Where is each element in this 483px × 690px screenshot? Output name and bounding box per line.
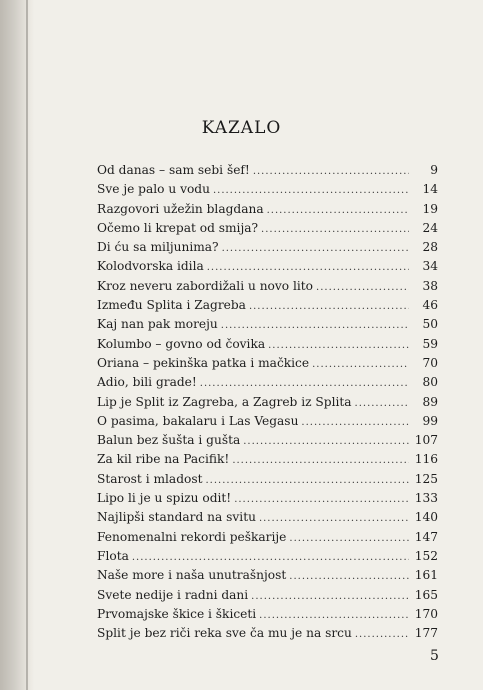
toc-entry-title: Razgovori užežin blagdana [97, 201, 264, 216]
toc-entry-page: 70 [422, 355, 438, 370]
toc-dot-leader [259, 610, 409, 621]
toc-entry-page: 133 [414, 491, 438, 506]
toc-entry-page: 116 [414, 452, 438, 467]
toc-dot-leader [213, 185, 409, 196]
toc-entry-title: O pasima, bakalaru i Las Vegasu [97, 413, 299, 428]
toc-dot-leader [206, 475, 410, 486]
toc-entry-page: 89 [422, 394, 438, 409]
toc-entry-title: Starost i mladost [97, 471, 203, 486]
toc-entry-title: Lip je Split iz Zagreba, a Zagreb iz Splita [97, 394, 352, 409]
toc-entry-title: Flota [97, 548, 129, 563]
toc-entry-title: Između Splita i Zagreba [97, 298, 246, 313]
toc-dot-leader [251, 591, 409, 602]
toc-entry-title: Split je bez riči reka sve ča mu je na srcu [97, 626, 352, 641]
toc-entry [97, 626, 438, 645]
toc-entry [97, 607, 438, 626]
toc-entry-page: 46 [422, 298, 438, 313]
toc-entry-page: 177 [414, 626, 438, 641]
toc-entry-title: Lipo li je u spizu odit! [97, 491, 232, 506]
toc-entry [97, 472, 438, 491]
toc-entry-title: Kolodvorska idila [97, 259, 204, 274]
toc-entry-page: 165 [414, 587, 438, 602]
toc-entry-title: Naše more i naša unutrašnjost [97, 568, 287, 583]
toc-entry-title: Kroz neveru zabordižali u novo lito [97, 278, 314, 293]
toc-list [97, 163, 438, 645]
toc-entry [97, 414, 438, 433]
toc-entry-title: Kaj nan pak moreju [97, 317, 218, 332]
toc-dot-leader [234, 494, 409, 505]
toc-entry-page: 9 [430, 163, 438, 177]
toc-title: KAZALO [201, 118, 282, 138]
toc-dot-leader [289, 533, 409, 544]
toc-dot-leader [259, 513, 409, 524]
toc-entry-page: 34 [422, 259, 438, 274]
toc-dot-leader [232, 455, 409, 466]
toc-entry-title: Prvomajske škice i škiceti [97, 606, 257, 621]
toc-entry-page: 152 [414, 548, 438, 563]
toc-entry [97, 375, 438, 394]
toc-entry-title: Za kil ribe na Pacifik! [97, 452, 230, 467]
page-number: 5 [430, 648, 439, 664]
toc-entry-page: 125 [414, 471, 438, 486]
toc-entry [97, 259, 438, 278]
toc-entry-page: 80 [422, 375, 438, 390]
toc-entry-title: Od danas – sam sebi šef! [97, 163, 250, 177]
toc-dot-leader [221, 320, 409, 331]
toc-entry [97, 510, 438, 529]
toc-entry-title: Adio, bili grade! [97, 375, 197, 390]
toc-entry-title: Kolumbo – govno od čovika [97, 336, 266, 351]
toc-entry-page: 107 [414, 433, 438, 448]
toc-entry-title: Očemo li krepat od smija? [97, 220, 259, 235]
toc-entry-title: Balun bez šušta i gušta [97, 433, 241, 448]
toc-dot-leader [289, 571, 409, 582]
toc-dot-leader [312, 359, 409, 370]
toc-entry-page: 99 [422, 413, 438, 428]
toc-entry-title: Oriana – pekinška patka i mačkice [97, 355, 310, 370]
toc-entry-page: 59 [422, 336, 438, 351]
toc-entry-page: 140 [414, 510, 438, 525]
toc-entry [97, 182, 438, 201]
toc-entry-title: Di ću sa miljunima? [97, 240, 219, 255]
toc-entry-title: Sve je palo u vodu [97, 182, 210, 197]
toc-entry-page: 170 [414, 606, 438, 621]
toc-entry [97, 356, 438, 375]
toc-entry-page: 28 [422, 240, 438, 255]
toc-dot-leader [253, 166, 409, 177]
toc-entry-title: Svete nedije i radni dani [97, 587, 249, 602]
toc-entry-title: Najlipši standard na svitu [97, 510, 256, 525]
toc-dot-leader [268, 340, 409, 351]
toc-dot-leader [301, 417, 409, 428]
toc-entry [97, 298, 438, 317]
toc-entry [97, 317, 438, 336]
toc-entry [97, 530, 438, 549]
toc-dot-leader [200, 378, 409, 389]
toc-entry-page: 161 [414, 568, 438, 583]
toc-dot-leader [355, 629, 409, 640]
toc-entry-page: 19 [422, 201, 438, 216]
toc-entry [97, 279, 438, 298]
toc-entry [97, 163, 438, 182]
toc-dot-leader [243, 436, 409, 447]
toc-entry-title: Fenomenalni rekordi peškarije [97, 529, 287, 544]
toc-entry-page: 147 [414, 529, 438, 544]
toc-entry [97, 568, 438, 587]
toc-entry [97, 240, 438, 259]
toc-entry-page: 14 [422, 182, 438, 197]
toc-entry [97, 221, 438, 240]
toc-dot-leader [316, 282, 409, 293]
toc-dot-leader [207, 262, 409, 273]
toc-entry-page: 24 [422, 220, 438, 235]
spine-fold-line [26, 0, 28, 690]
book-spine-shadow [0, 0, 34, 690]
toc-entry [97, 337, 438, 356]
toc-entry [97, 588, 438, 607]
toc-entry-page: 38 [422, 278, 438, 293]
toc-entry [97, 202, 438, 221]
toc-entry [97, 549, 438, 568]
toc-dot-leader [267, 205, 409, 216]
toc-dot-leader [222, 243, 409, 254]
toc-dot-leader [249, 301, 409, 312]
toc-entry [97, 395, 438, 414]
toc-entry [97, 452, 438, 471]
toc-dot-leader [132, 552, 409, 563]
toc-entry [97, 433, 438, 452]
toc-dot-leader [261, 224, 409, 235]
toc-entry [97, 491, 438, 510]
toc-entry-page: 50 [422, 317, 438, 332]
toc-dot-leader [355, 398, 409, 409]
